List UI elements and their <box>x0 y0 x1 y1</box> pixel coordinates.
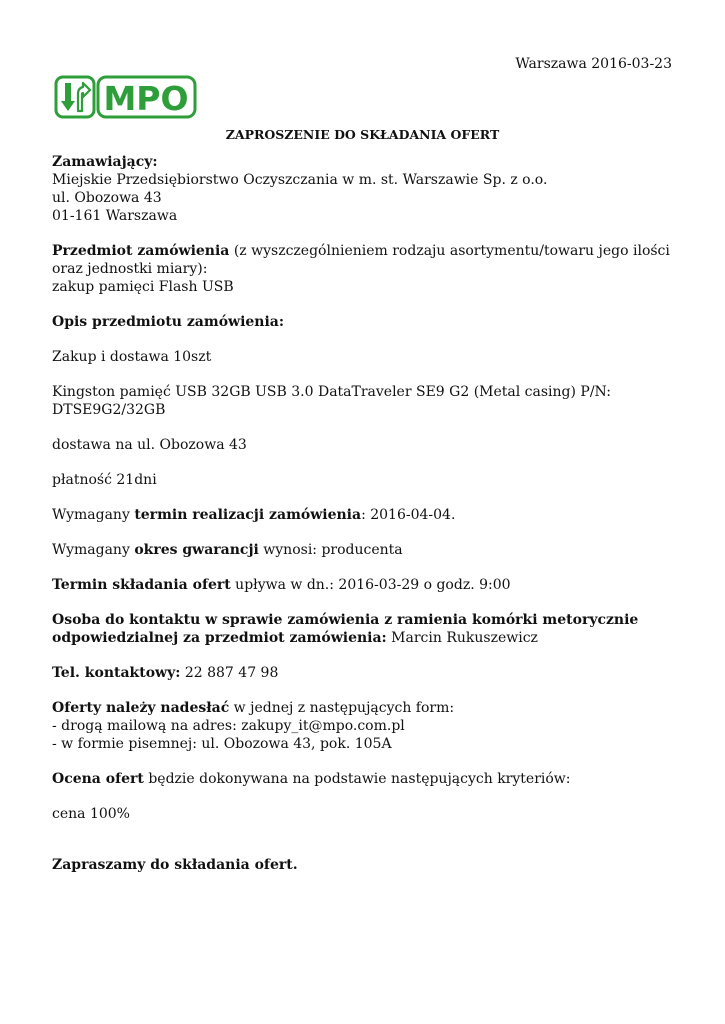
offers-paragraph <box>52 699 677 717</box>
closing-text: Zapraszamy do składania ofert. <box>52 857 298 873</box>
document-title: ZAPROSZENIE DO SKŁADANIA OFERT <box>225 127 500 142</box>
contact-label: Osoba do kontaktu w sprawie zamówienia z ramienia komórki metorycznie odpowiedzialnej za przedmiot zamówienia: <box>52 612 639 646</box>
orderer-street: ul. Obozowa 43 <box>52 190 162 206</box>
warranty-value: wynosi: producenta <box>258 542 403 558</box>
evaluation-criteria: cena 100% <box>52 806 130 822</box>
description-label: Opis przedmiotu zamówienia: <box>52 314 285 330</box>
offers-email-line: - drogą mailową na adres: zakupy_it@mpo.com.pl <box>52 718 405 734</box>
offers-address-line: - w formie pisemnej: ul. Obozowa 43, pok. 105A <box>52 736 392 752</box>
subject-value: zakup pamięci Flash USB <box>52 279 234 295</box>
deadline-value: : 2016-04-04. <box>361 507 456 523</box>
mpo-logo-text: MPO <box>103 79 189 118</box>
phone-label: Tel. kontaktowy: <box>52 665 181 681</box>
warranty-label: okres gwarancji <box>134 542 259 558</box>
orderer-name: Miejskie Przedsiębiorstwo Oczyszczania w m. st. Warszawie Sp. z o.o. <box>52 172 548 188</box>
phone-paragraph <box>52 664 677 682</box>
phone-value: 22 887 47 98 <box>180 665 279 681</box>
mpo-logo <box>54 74 198 120</box>
offers-value: w jednej z następujących form: <box>229 700 455 716</box>
contact-value: Marcin Rukuszewicz <box>386 630 538 646</box>
submission-paragraph <box>52 576 677 594</box>
deadline-paragraph: Wymagany termin realizacji zamówienia: 2016-04-04. <box>52 507 456 523</box>
description-line: Zakup i dostawa 10szt <box>52 349 212 365</box>
evaluation-paragraph <box>52 770 677 788</box>
orderer-label: Zamawiający: <box>52 154 158 170</box>
subject-label: Przedmiot zamówienia <box>52 243 230 259</box>
offers-label: Oferty należy nadesłać <box>52 700 230 716</box>
deadline-label: termin realizacji zamówienia <box>134 507 362 523</box>
submission-value: upływa w dn.: 2016-03-29 o godz. 9:00 <box>230 577 511 593</box>
submission-label: Termin składania ofert <box>52 577 231 593</box>
subject-paragraph <box>52 242 677 278</box>
document-body <box>52 153 677 874</box>
orderer-city: 01-161 Warszawa <box>52 208 178 224</box>
subject-note: (z wyszczególnieniem rodzaju asortymentu/towaru jego ilości oraz jednostki miary): <box>52 243 670 277</box>
description-line: płatność 21dni <box>52 472 157 488</box>
evaluation-value: będzie dokonywana na podstawie następujących kryteriów: <box>143 771 571 787</box>
description-line: Kingston pamięć USB 32GB USB 3.0 DataTraveler SE9 G2 (Metal casing) P/N: DTSE9G2/32GB <box>52 384 612 418</box>
description-line: dostawa na ul. Obozowa 43 <box>52 437 247 453</box>
contact-paragraph <box>52 611 677 647</box>
evaluation-label: Ocena ofert <box>52 771 144 787</box>
document-date: Warszawa 2016-03-23 <box>515 56 672 72</box>
warranty-paragraph: Wymagany okres gwarancji wynosi: producenta <box>52 542 403 558</box>
